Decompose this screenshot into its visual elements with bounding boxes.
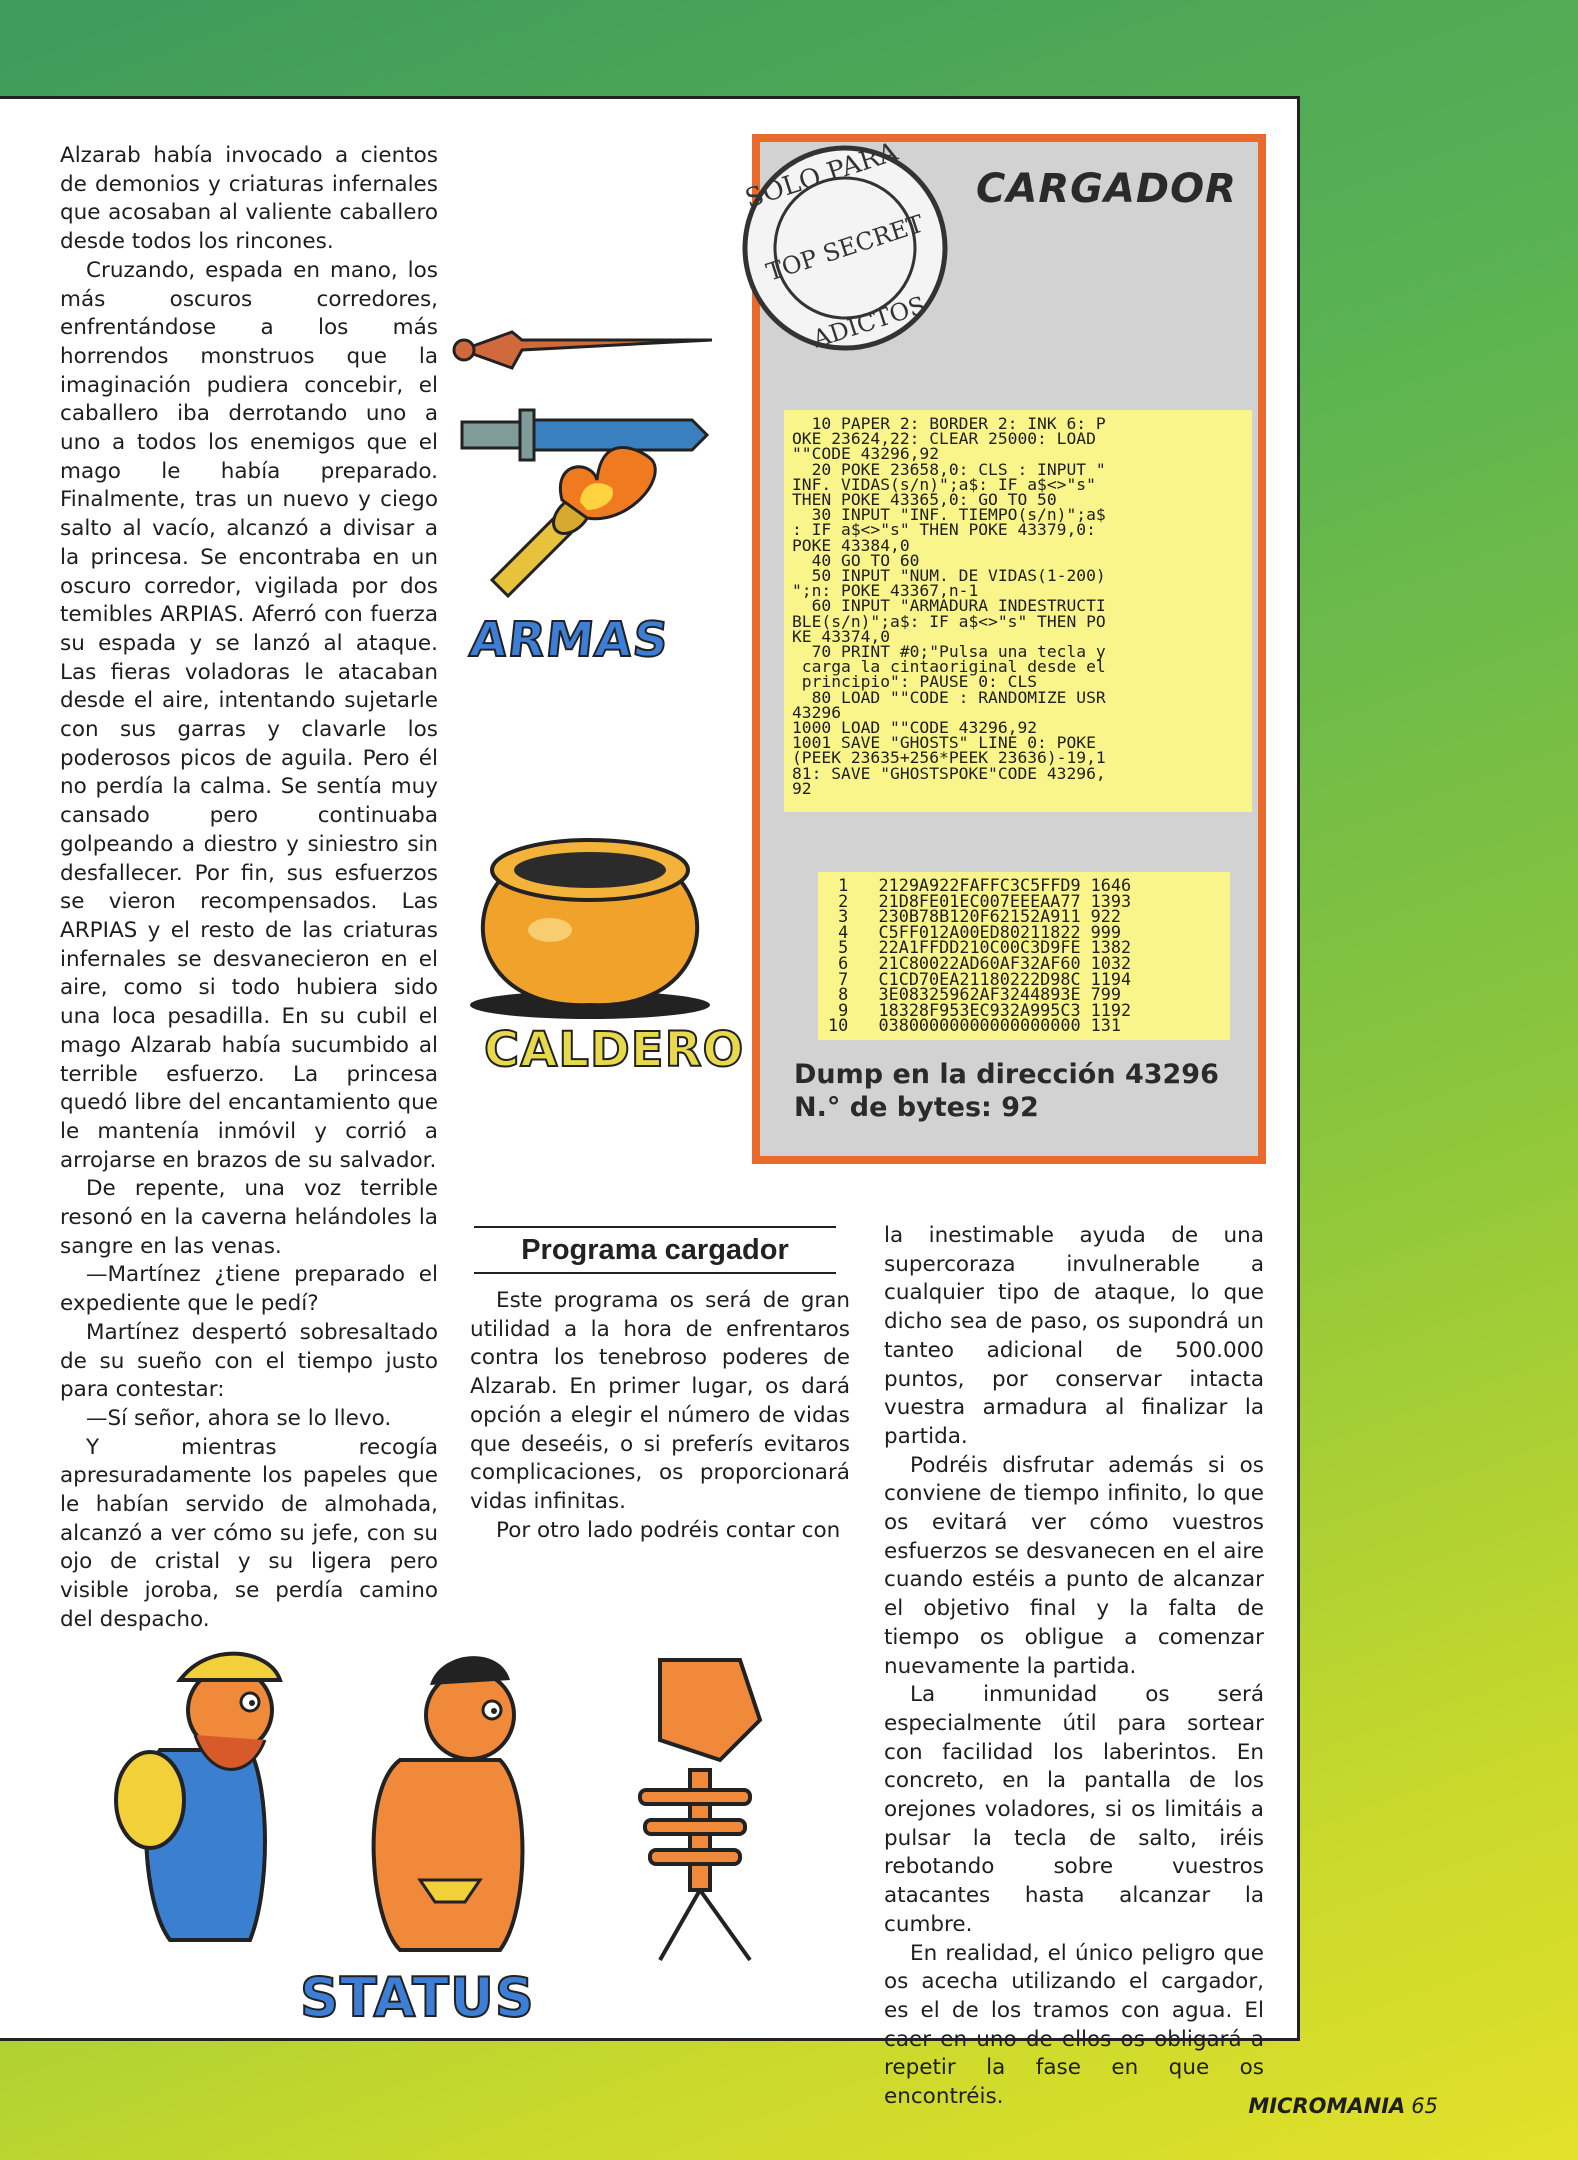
cargador-title: CARGADOR <box>976 166 1237 212</box>
paragraph: Por otro lado podréis contar con <box>496 1517 841 1543</box>
caveman-character-icon <box>374 1656 523 1950</box>
paragraph: Alzarab había invocado a cientos de demonios y criaturas infernales que acosaban al valiente caballero desde todos los rincones. <box>60 143 438 255</box>
weapons-illustration <box>452 310 722 600</box>
paragraph: Cruzando, espada en mano, los más oscuros corredores, enfrentándose a los más horrendos monstruos que la imaginación pudiera concebir, el caballero iba derrotando uno a uno a todos los enemigos que el mago le había preparado. Finalmente, tras un nuevo y ciego salto al vacío, alcanzó a divisar a la princesa. Se encontraba en un oscuro corredor, vigilada por dos temibles ARPIAS. Aferró con fuerza su espada y se lanzó al ataque. Las fieras voladoras le atacaban desde el aire, intentando sujetarle con sus garras y clavarle los poderosos picos de aguila. Pero él no perdía la calma. Se sentía muy cansado pero continuaba golpeando a diestro y siniestro sin desfallecer. Por fin, sus esfuerzos se vieron recompensados. Las ARPIAS y el resto de las criaturas infernales se desvanecieron en el aire, como si todo hubiera sido una loca pesadilla. En su cubil el mago Alzarab había sucumbido al terrible esfuerzo. La princesa quedó libre del encantamiento que le mantenía inmóvil y corrió a arrojarse en brazos de su salvador. <box>60 257 438 1173</box>
paragraph: —Martínez ¿tiene preparado el expediente que le pedí? <box>60 1262 438 1317</box>
article-right-column <box>884 1222 1264 2112</box>
section-heading: Programa cargador <box>474 1226 836 1274</box>
footer <box>1248 2094 1438 2118</box>
knight-character-icon <box>116 1654 280 1940</box>
magazine-brand: MICROMANIA <box>1248 2094 1406 2118</box>
caldero-label: CALDERO <box>484 1022 745 1078</box>
cauldron-illustration <box>460 820 720 1020</box>
dagger-icon <box>454 332 712 368</box>
top-secret-stamp-icon <box>720 128 970 368</box>
paragraph: la inestimable ayuda de una supercoraza invulnerable a cualquier tipo de ataque, lo que dicho sea de paso, os supondrá un tanteo adicional de 500.000 puntos, por conservar intacta vuestra armadura al finalizar la partida. <box>884 1223 1264 1449</box>
article-middle-column <box>470 1287 850 1545</box>
paragraph: Y mientras recogía apresuradamente los papeles que le habían servido de almohada, alcanzó a ver cómo su jefe, con su ojo de cristal y su ligera pero visible joroba, se perdía camino del despacho. <box>60 1434 438 1632</box>
paragraph: —Sí señor, ahora se lo llevo. <box>86 1405 392 1431</box>
sword-icon <box>462 410 707 460</box>
paragraph: La inmunidad os será especialmente útil para sortear con facilidad los laberintos. En concreto, en la pantalla de los orejones voladores, si os limitáis a pulsar la tecla de salto, iréis rebotando sobre vuestros atacantes hasta alcanzar la cumbre. <box>884 1682 1264 1937</box>
cargador-box <box>741 134 1266 1164</box>
dump-info <box>794 1058 1219 1124</box>
article-left-column <box>60 142 438 1635</box>
paragraph: En realidad, el único peligro que os acecha utilizando el cargador, es el de los tramos con agua. El caer en uno de ellos os obligará a repetir la fase en que os encontréis. <box>884 1940 1264 2110</box>
paragraph: De repente, una voz terrible resonó en la caverna helándoles la sangre en las venas. <box>60 1176 438 1259</box>
page-number: 65 <box>1411 2094 1438 2118</box>
cargador-panel <box>741 137 1258 1156</box>
basic-program-listing: 10 PAPER 2: BORDER 2: INK 6: P OKE 23624,22: CLEAR 25000: LOAD ""CODE 43296,92 20 POKE 23658,0: CLS : INPUT " INF. VIDAS(s/n)";a$: IF a$<>"s" THEN POKE 43365,0: GO TO 50 30 INPUT "INF. TIEMPO(s/n)";a$ : IF a$<>"s" THEN POKE 43379,0: POKE 43384,0 40 GO TO 60 50 INPUT "NUM. DE VIDAS(1-200) ";n: POKE 43367,n-1 60 INPUT "ARMADURA INDESTRUCTI BLE(s/n)";a$: IF a$<>"s" THEN PO KE 43374,0 70 PRINT #0;"Pulsa una tecla y carga la cintaoriginal desde el principio": PAUSE 0: CLS 80 LOAD ""CODE : RANDOMIZE USR 43296 1000 LOAD ""CODE 43296,92 1001 SAVE "GHOSTS" LINE 0: POKE (PEEK 23635+256*PEEK 23636)-19,1 81: SAVE "GHOSTSPOKE"CODE 43296, 92 <box>784 410 1252 812</box>
stamp-bottom-text: ADICTOS <box>809 290 929 354</box>
paragraph: Martínez despertó sobresaltado de su sueño con el tiempo justo para contestar: <box>60 1319 438 1403</box>
hex-dump-listing: 1 2129A922FAFFC3C5FFD9 1646 2 21D8FE01EC007EEEAA77 1393 3 230B78B120F62152A911 922 4 C5FF012A00ED80211822 999 5 22A1FFDD210C00C3D9FE 1382 6 21C80022AD60AF32AF60 1032 7 C1CD70EA21180222D98C 1194 8 3E08325962AF3244893E 799 9 18328F953EC932A995C3 1192 10 03800000000000000000 131 <box>818 872 1230 1040</box>
torch-icon <box>492 448 655 597</box>
stamp-middle-text: TOP SECRET <box>762 209 928 287</box>
armas-label: ARMAS <box>467 612 672 668</box>
dump-address: Dump en la dirección 43296 <box>794 1059 1219 1090</box>
stamp-top-text: SOLO PARA <box>741 137 902 215</box>
status-characters-illustration <box>100 1640 820 1970</box>
skeleton-character-icon <box>640 1660 760 1960</box>
paragraph: Este programa os será de gran utilidad a la hora de enfrentaros contra los tenebroso poderes de Alzarab. En primer lugar, os dará opción a elegir el número de vidas que deseéis, o si preferís evitaros complicaciones, os proporcionará vidas infinitas. <box>470 1288 850 1514</box>
dump-bytes: N.° de bytes: 92 <box>794 1092 1039 1123</box>
paragraph: Podréis disfrutar además si os conviene de tiempo infinito, lo que os evitará ver cómo vuestros esfuerzos se desvanecen en el aire cuando estéis a punto de alcanzar el objetivo final y la falta de tiempo os obligue a comenzar nuevamente la partida. <box>884 1452 1264 1679</box>
status-label: STATUS <box>300 1966 535 2029</box>
